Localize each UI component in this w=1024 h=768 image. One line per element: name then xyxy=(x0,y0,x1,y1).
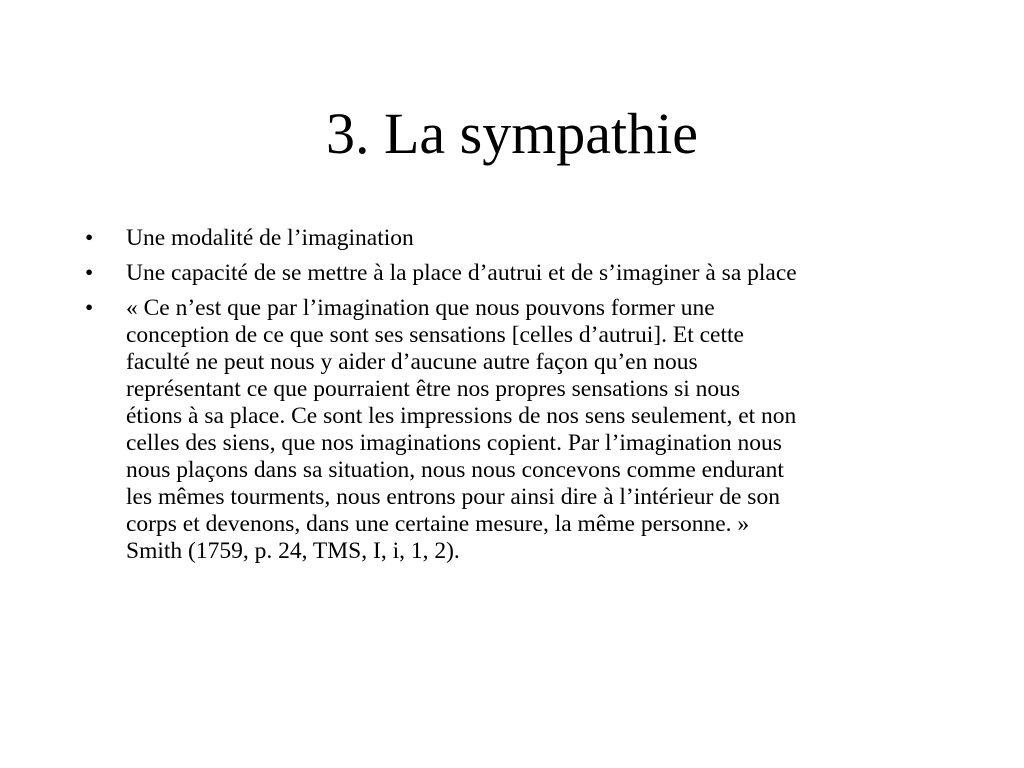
slide-title: 3. La sympathie xyxy=(325,101,699,166)
bullet-text-line: Une capacité de se mettre à la place d’autrui et de s’imaginer à sa place xyxy=(126,260,797,286)
quote-line: corps et devenons, dans une certaine mesure, la même personne. » xyxy=(126,511,750,537)
bullet-marker: • xyxy=(85,260,94,286)
bullet-item-capacity xyxy=(85,260,955,287)
quote-line: celles des siens, que nos imaginations copient. Par l’imagination nous xyxy=(126,430,782,456)
quote-line: faculté ne peut nous y aider d’aucune autre façon qu’en nous xyxy=(126,349,698,375)
quote-line: nous plaçons dans sa situation, nous nous concevons comme endurant xyxy=(126,457,784,483)
quote-line: « Ce n’est que par l’imagination que nous pouvons former une xyxy=(126,295,715,321)
bullet-list xyxy=(85,225,955,573)
bullet-text-line: Une modalité de l’imagination xyxy=(126,225,414,251)
quote-line: étions à sa place. Ce sont les impressions de nos sens seulement, et non xyxy=(126,403,797,429)
quote-line: les mêmes tourments, nous entrons pour ainsi dire à l’intérieur de son xyxy=(126,484,780,510)
bullet-item-modality xyxy=(85,225,955,252)
bullet-marker: • xyxy=(85,225,94,251)
quote-line: conception de ce que sont ses sensations [celles d’autrui]. Et cette xyxy=(126,322,744,348)
bullet-item-quotation xyxy=(85,295,955,565)
citation-line: Smith (1759, p. 24, TMS, I, i, 1, 2). xyxy=(126,538,460,564)
quote-line: représentant ce que pourraient être nos propres sensations si nous xyxy=(126,376,741,402)
bullet-marker: • xyxy=(85,295,94,321)
